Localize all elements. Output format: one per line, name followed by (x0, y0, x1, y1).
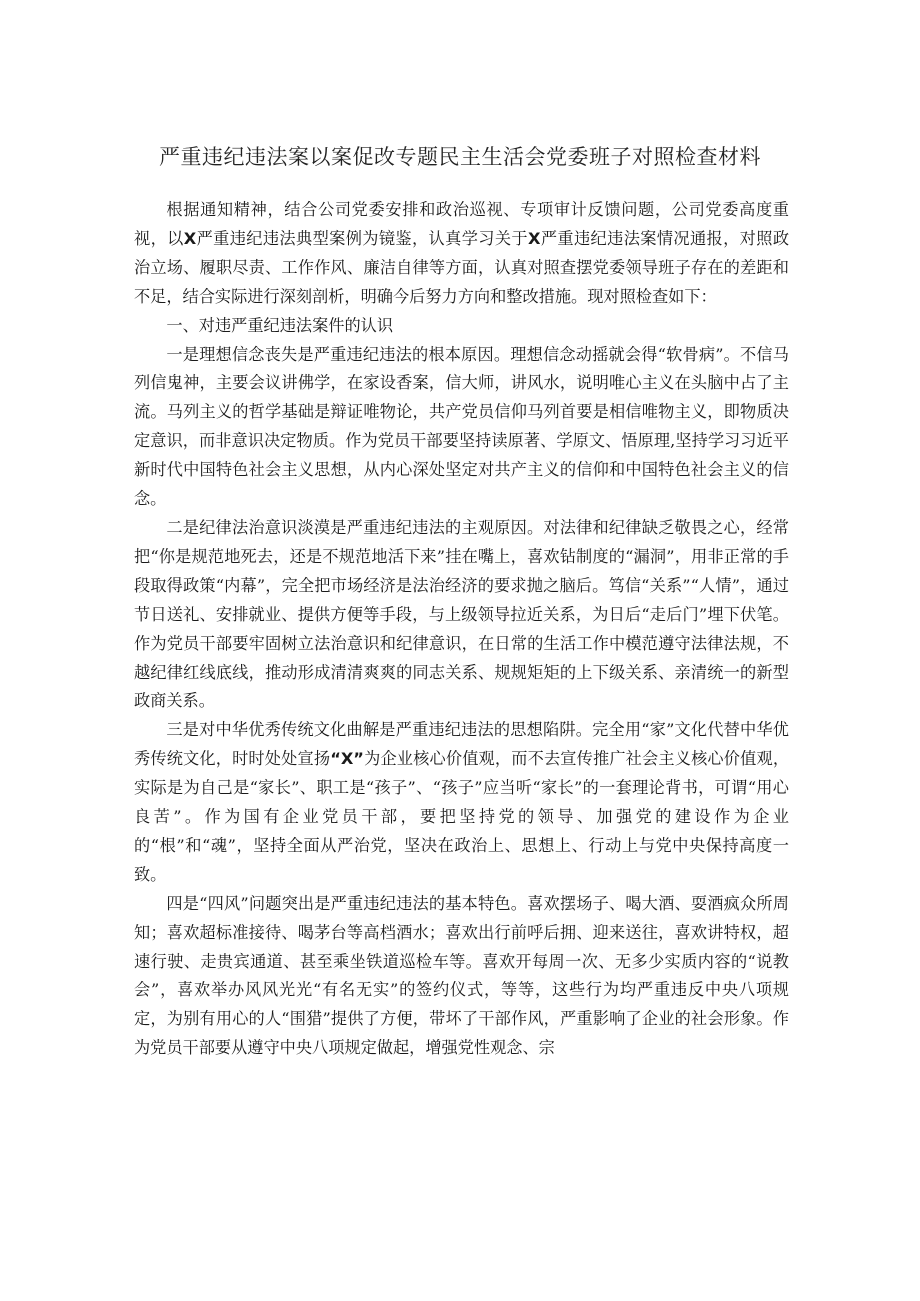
paragraph-three (134, 716, 789, 889)
paragraph-two: 二是纪律法治意识淡漠是严重违纪违法的主观原因。对法律和纪律缺乏敬畏之心，经常把“你是规范地死去，还是不规范地活下来”挂在嘴上，喜欢钻制度的“漏洞”，用非正常的手段取得政策“内幕”，完全把市场经济是法治经济的要求抛之脑后。笃信“关系”“人情”，通过节日送礼、安排就业、提供方便等手段，与上级领导拉近关系，为日后“走后门”埋下伏笔。作为党员干部要牢固树立法治意识和纪律意识，在日常的生活工作中模范遵守法律法规，不越纪律红线底线，推动形成清清爽爽的同志关系、规规矩矩的上下级关系、亲清统一的新型政商关系。 (134, 517, 789, 711)
intro-paragraph (134, 196, 789, 312)
paragraph-three-x-marker: “X” (330, 749, 364, 769)
intro-x-marker-2: X (527, 228, 541, 248)
document-body (134, 196, 789, 1063)
intro-text-part3: 严重违纪违法案情况通报，对照政治立场、履职尽责、工作作风、廉洁自律等方面，认真对照查摆党委领导班子存在的差距和不足，结合实际进行深刻剖析，明确今后努力方向和整改措施。现对照检查如下： (134, 228, 790, 306)
paragraph-four: 四是“四风”问题突出是严重违纪违法的基本特色。喜欢摆场子、喝大酒、耍酒疯众所周知；喜欢超标准接待、喝茅台等高档酒水；喜欢出行前呼后拥、迎来送往，喜欢讲特权，超速行驶、走贵宾通道、甚至乘坐铁道巡检车等。喜欢开每周一次、无多少实质内容的“说教会”，喜欢举办风风光光“有名无实”的签约仪式，等等，这些行为均严重违反中央八项规定，为别有用心的人“围猎”提供了方便，带坏了干部作风，严重影响了企业的社会形象。作为党员干部要从遵守中央八项规定做起，增强党性观念、宗 (134, 893, 789, 1058)
intro-x-marker-1: X (183, 228, 197, 248)
paragraph-three-part2: 为企业核心价值观，而不去宣传推广社会主义核心价值观，实际是为自己是“家长”、职工是“孩子”、“孩子”应当听“家长”的一套理论背书，可谓“用心良苦”。作为国有企业党员干部，要把坚持党的领导、加强党的建设作为企业的“根”和“魂”，坚持全面从严治党，坚决在政治上、思想上、行动上与党中央保持高度一致。 (134, 749, 790, 884)
intro-text-part2: 严重违纪违法典型案例为镜鉴，认真学习关于 (196, 228, 528, 248)
section-heading: 一、对违严重纪违法案件的认识 (166, 315, 394, 335)
paragraph-one: 一是理想信念丧失是严重违纪违法的根本原因。理想信念动摇就会得“软骨病”。不信马列信鬼神，主要会议讲佛学，在家设香案，信大师，讲风水，说明唯心主义在头脑中占了主流。马列主义的哲学基础是辩证唯物论，共产党员信仰马列首要是相信唯物主义，即物质决定意识，而非意识决定物质。作为党员干部要坚持读原著、学原文、悟原理,坚持学习习近平新时代中国特色社会主义思想，从内心深处坚定对共产主义的信仰和中国特色社会主义的信念。 (134, 344, 789, 509)
paragraph-three-part1: 三是对中华优秀传统文化曲解是严重违纪违法的思想陷阱。完全用“家”文化代替中华优秀传统文化，时时处处宣扬 (134, 720, 789, 769)
document-title: 严重违纪违法案以案促改专题民主生活会党委班子对照检查材料 (159, 145, 761, 169)
intro-text-part1: 根据通知精神，结合公司党委安排和政治巡视、专项审计反馈问题，公司党委高度重视，以 (134, 200, 789, 248)
